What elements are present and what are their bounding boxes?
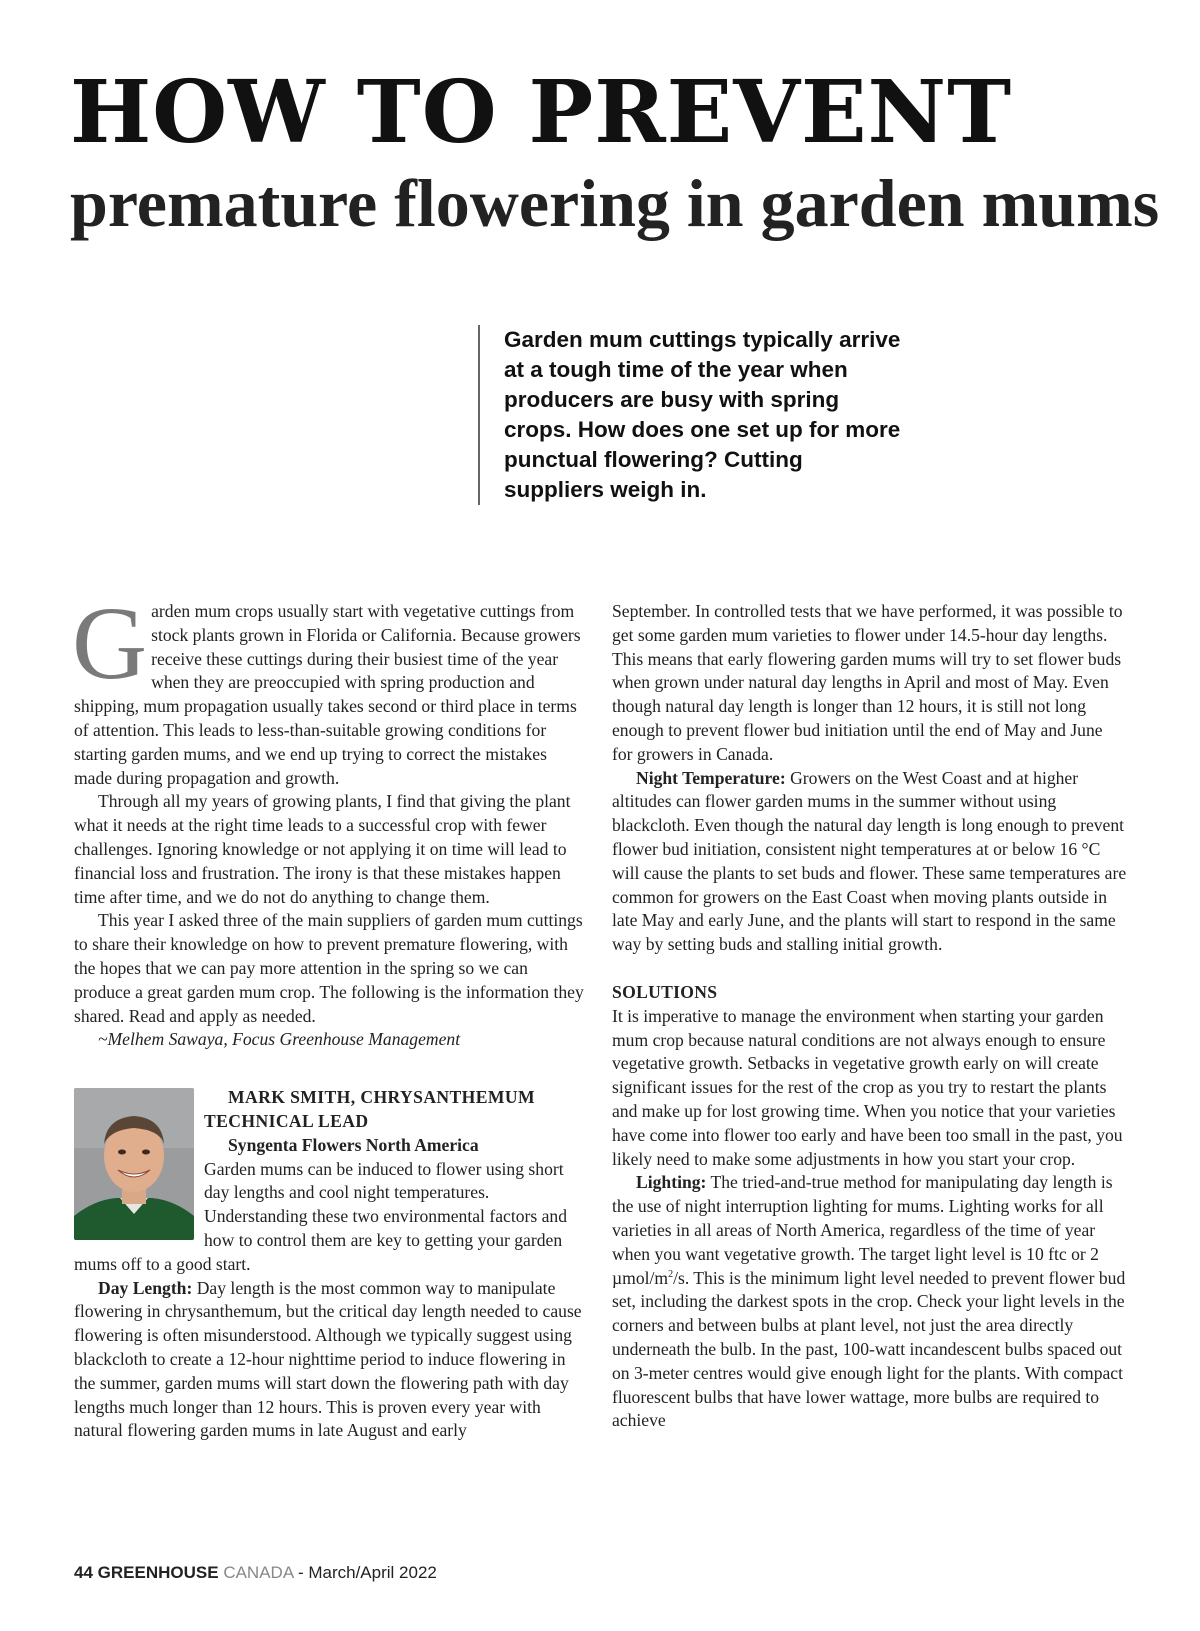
intro-paragraph-3: This year I asked three of the main suppliers of garden mum cuttings to share their knowledge on how to prevent premature flowering, with the hopes that we can pay more attention in the spring so we can produce a great garden mum crop. The following is the information they shared. Read and apply as needed.: [74, 910, 584, 1026]
article-deck: Garden mum cuttings typically arrive at a tough time of the year when producers are busy with spring crops. How does one set up for more punctual flowering? Cutting suppliers weigh in.: [478, 325, 904, 505]
night-temperature-text: Growers on the West Coast and at higher altitudes can flower garden mums in the summer without using blackcloth. Even though the natural day length is long enough to prevent flower bud initiation, consistent night temperatures at or below 16 °C will cause the plants to set buds and flower. These same temperatures are common for growers on the East Coast when moving plants outside in late May and early June, and the plants will start to respond in the same way by setting buds and stalling initial growth.: [612, 767, 1127, 955]
intro-text-1: arden mum crops usually start with vegetative cuttings from stock plants grown in Florida or California. Because growers receive these cuttings during their busiest time of the year when they are preoccupied with spring production and shipping, mum propagation usually takes second or third place in terms of attention. This leads to less-than-suitable growing conditions for starting garden mums, and we end up trying to correct the mistakes made during propagation and growth.: [74, 601, 581, 788]
portrait-image: [74, 1088, 194, 1240]
lighting-superscript: 2: [668, 1268, 674, 1280]
lighting-text-a: The tried-and-true method for manipulating day length is the use of night interruption lighting for mums. Lighting works for all varieties in all areas of North America, regardless of the time of year when you want vegetative growth. The target light level is 10 ftc or 2 µmol/m: [612, 1172, 1113, 1288]
contributor-organization: Syngenta Flowers North America: [228, 1134, 479, 1155]
article-subtitle: premature flowering in garden mums: [70, 165, 1160, 241]
right-column: [612, 600, 1127, 1433]
page-number: 44: [74, 1563, 93, 1582]
daylength-paragraph: [74, 1277, 584, 1444]
lighting-paragraph: [612, 1171, 1127, 1433]
lighting-label: Lighting:: [636, 1172, 707, 1193]
intro-paragraph-1: [72, 586, 584, 790]
intro-signature: ~Melhem Sawaya, Focus Greenhouse Management: [98, 1029, 461, 1050]
drop-cap: G: [72, 586, 148, 701]
contributor-photo: [74, 1088, 194, 1240]
daylength-text: Day length is the most common way to manipulate flowering in chrysanthemum, but the critical day length needed to cause flowering is often misunderstood. Although we typically suggest using blackcloth to create a 12-hour nighttime period to induce flowering in the summer, garden mums will start down the flowering path with day lengths much longer than 12 hours. This is proven every year with natural flowering garden mums in late August and early: [74, 1277, 582, 1441]
night-temperature-label: Night Temperature:: [636, 767, 786, 788]
contributor-name: MARK SMITH, CHRYSANTHEMUM TECHNICAL LEAD: [204, 1087, 536, 1131]
solutions-heading: SOLUTIONS: [612, 981, 718, 1002]
publication-name-suffix: CANADA: [223, 1563, 294, 1582]
night-temperature-paragraph: [612, 767, 1127, 957]
contributor-paragraph-1: Garden mums can be induced to flower using short day lengths and cool night temperatures. Understanding these two environmental factors and how to control them are key to getting your garden mums off to a good start.: [74, 1158, 568, 1274]
issue-date: - March/April 2022: [297, 1563, 437, 1582]
daylength-label: Day Length:: [98, 1277, 193, 1298]
solutions-paragraph: It is imperative to manage the environment when starting your garden mum crop because natural conditions are not always enough to ensure vegetative growth. Setbacks in vegetative growth early on will create significant issues for the rest of the crop as you try to restart the plants and make up for lost growing time. When you notice that your varieties have come into flower too early and have been too small in the past, you likely need to make some adjustments in how you start your crop.: [612, 1005, 1123, 1169]
left-column: [72, 586, 584, 1443]
continued-paragraph: September. In controlled tests that we have performed, it was possible to get some garden mum varieties to flower under 14.5-hour day lengths. This means that early flowering garden mums will try to set flower buds when grown under natural day lengths in April and most of May. Even though natural day length is longer than 12 hours, it is still not long enough to prevent flower bud initiation until the end of May and June for growers in Canada.: [612, 601, 1123, 764]
contributor-section: [74, 1086, 584, 1443]
article-title: HOW TO PREVENT: [70, 62, 1013, 163]
publication-name: GREENHOUSE: [97, 1563, 219, 1582]
intro-paragraph-2: Through all my years of growing plants, I find that giving the plant what it needs at the right time leads to a successful crop with fewer challenges. Ignoring knowledge or not applying it on time will lead to financial loss and frustration. The irony is that these mistakes happen time after time, and we do not do anything to change them.: [74, 791, 571, 907]
page-footer: [74, 1563, 437, 1583]
lighting-text-b: /s. This is the minimum light level needed to prevent flower bud set, including the darkest spots in the crop. Check your light levels in the corners and between bulbs at plant level, not just the area directly underneath the bulb. In the past, 100-watt incandescent bulbs spaced out on 3-meter centres would give enough light for the plants. With compact fluorescent bulbs that have lower wattage, more bulbs are required to achieve: [612, 1267, 1126, 1431]
